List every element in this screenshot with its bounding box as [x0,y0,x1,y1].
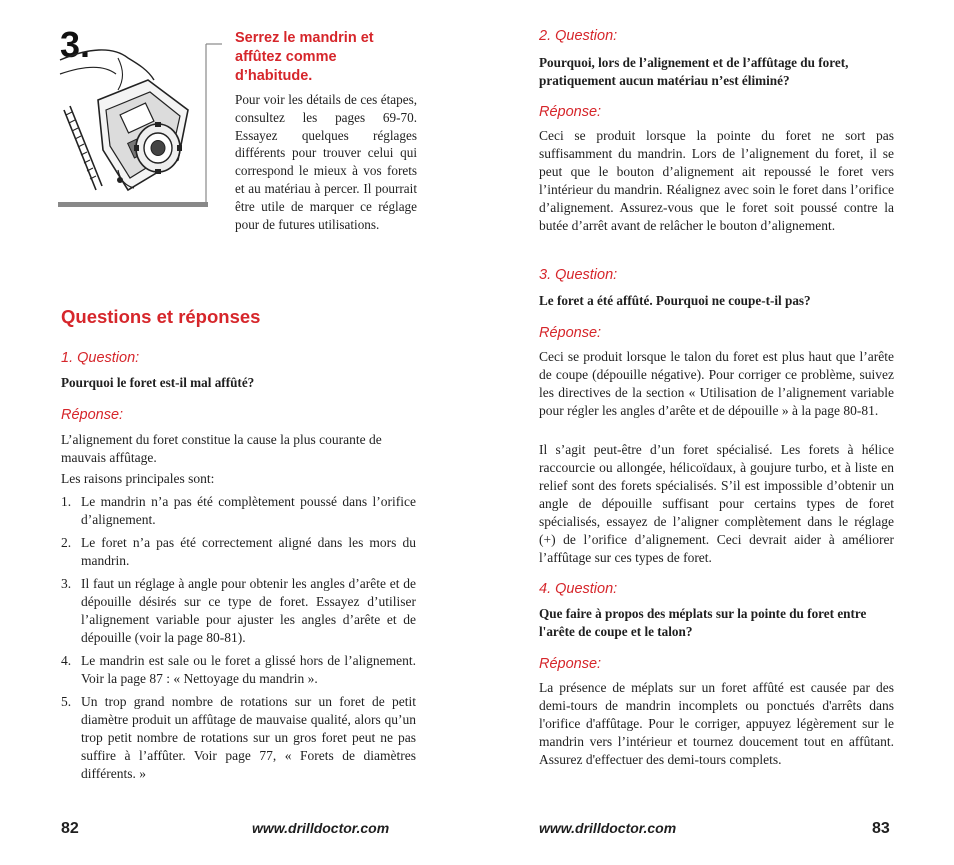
footer-url[interactable]: www.drilldoctor.com [252,820,390,836]
sharpener-chuck-illustration-icon [58,40,223,212]
list-text: Le mandrin n’a pas été complètement poussé dans l’orifice d’alignement. [81,494,416,527]
q3-label: 3. Question: [539,267,618,283]
q4-label: 4. Question: [539,581,618,597]
list-item [61,493,416,529]
list-number: 3. [61,576,72,591]
q1-label: 1. Question: [61,350,140,366]
reasons-list [61,493,416,788]
q3-answer-label: Réponse: [539,325,602,341]
list-text: Il faut un réglage à angle pour obtenir les angles d’arête et de dépouille désirés sur ce type de foret. Essayez d’utiliser l’alignement variable pour ajuster les angles d’arête et de dépouille (voir la page 80-81). [81,576,416,645]
list-number: 1. [61,494,72,509]
q1-answer-intro: L’alignement du foret constitue la cause la plus courante de mauvais affûtage. [61,432,382,465]
step-heading: Serrez le mandrin et affûtez comme d’habitude. [235,30,374,84]
list-text: Le mandrin est sale ou le foret a glissé hors de l’alignement. Voir la page 87 : « Nettoyage du mandrin ». [81,653,416,686]
list-number: 2. [61,535,72,550]
right-page [477,0,954,865]
q2-label: 2. Question: [539,28,618,44]
step-body: Pour voir les détails de ces étapes, consultez les pages 69-70. Essayez quelques réglages différents pour trouver celui qui correspond le mieux à vos forets et au matériau à percer. Il pourrait être utile de marquer ce réglage pour de futures utilisations. [235,92,417,232]
q4-answer-label: Réponse: [539,656,602,672]
list-item [61,575,416,647]
q3-question: Le foret a été affûté. Pourquoi ne coupe-t-il pas? [539,293,811,308]
list-item [61,534,416,570]
q3-answer-p1: Ceci se produit lorsque le talon du foret est plus haut que l’arête de coupe (dépouille négative). Pour corriger ce problème, suivez les directives de la section « Utilisation de l’alignement variable pour régler les angles d’arête et de dépouille » à la page 80-81. [539,349,894,418]
list-number: 5. [61,694,72,709]
list-text: Un trop grand nombre de rotations sur un foret de petit diamètre produit un affûtage de mauvaise qualité, alors qu’un trop petit nombre de rotations sur un gros foret peut ne pas suffire à l’affûter. Voir page 77, « Forets de diamètres différents. » [81,694,416,781]
list-item [61,652,416,688]
list-text: Le foret n’a pas été correctement aligné dans les mors du mandrin. [81,535,416,568]
q3-answer-p2: Il s’agit peut-être d’un foret spécialisé. Les forets à hélice raccourcie ou allongée, hélicoïdaux, à goujure turbo, et à liste en relief sont des forets spécialisés. S’il est impossible d’obtenir un angle de dépouille suffisant pour certains types de foret spécialisés, essayez de l’aligner complètement dans le réglage (+) de l’orifice d’alignement. Ceci devrait aider à améliorer l’affûtage sur ces types de foret. [539,442,894,565]
page-number: 82 [61,820,79,837]
q1-answer-label: Réponse: [61,407,124,423]
q2-answer: Ceci se produit lorsque la pointe du foret ne sort pas suffisamment du mandrin. Lors de l’alignement du foret, il se peut que le bouton d’alignement ait repoussé le foret vers l’intérieur du mandrin. Réalignez avec soin le foret dans l’orifice d’alignement. Assurez-vous que le foret soit poussé contre la butée d’arrêt avant de relâcher le bouton d’alignement. [539,128,894,233]
q2-answer-label: Réponse: [539,104,602,120]
page-number: 83 [872,820,890,837]
q1-reasons-intro: Les raisons principales sont: [61,471,215,486]
footer-url[interactable]: www.drilldoctor.com [539,820,677,836]
list-number: 4. [61,653,72,668]
q4-answer: La présence de méplats sur un foret affûté est causée par des demi-tours de mandrin incomplets ou ponctués d'arrêts dans l'orifice d'affûtage. Pour le corriger, appuyez légèrement sur le mandrin vers l’intérieur et tournez doucement tout en affûtant. Assurez d'effectuer des demi-tours complets. [539,680,894,767]
q4-question: Que faire à propos des méplats sur la pointe du foret entre l'arête de coupe et le talon? [539,606,867,639]
q2-question: Pourquoi, lors de l’alignement et de l’affûtage du foret, pratiquement aucun matériau n’est éliminé? [539,55,849,88]
q1-question: Pourquoi le foret est-il mal affûté? [61,375,255,390]
step-number: 3. [60,24,91,65]
list-item [61,693,416,783]
section-title: Questions et réponses [61,306,261,327]
